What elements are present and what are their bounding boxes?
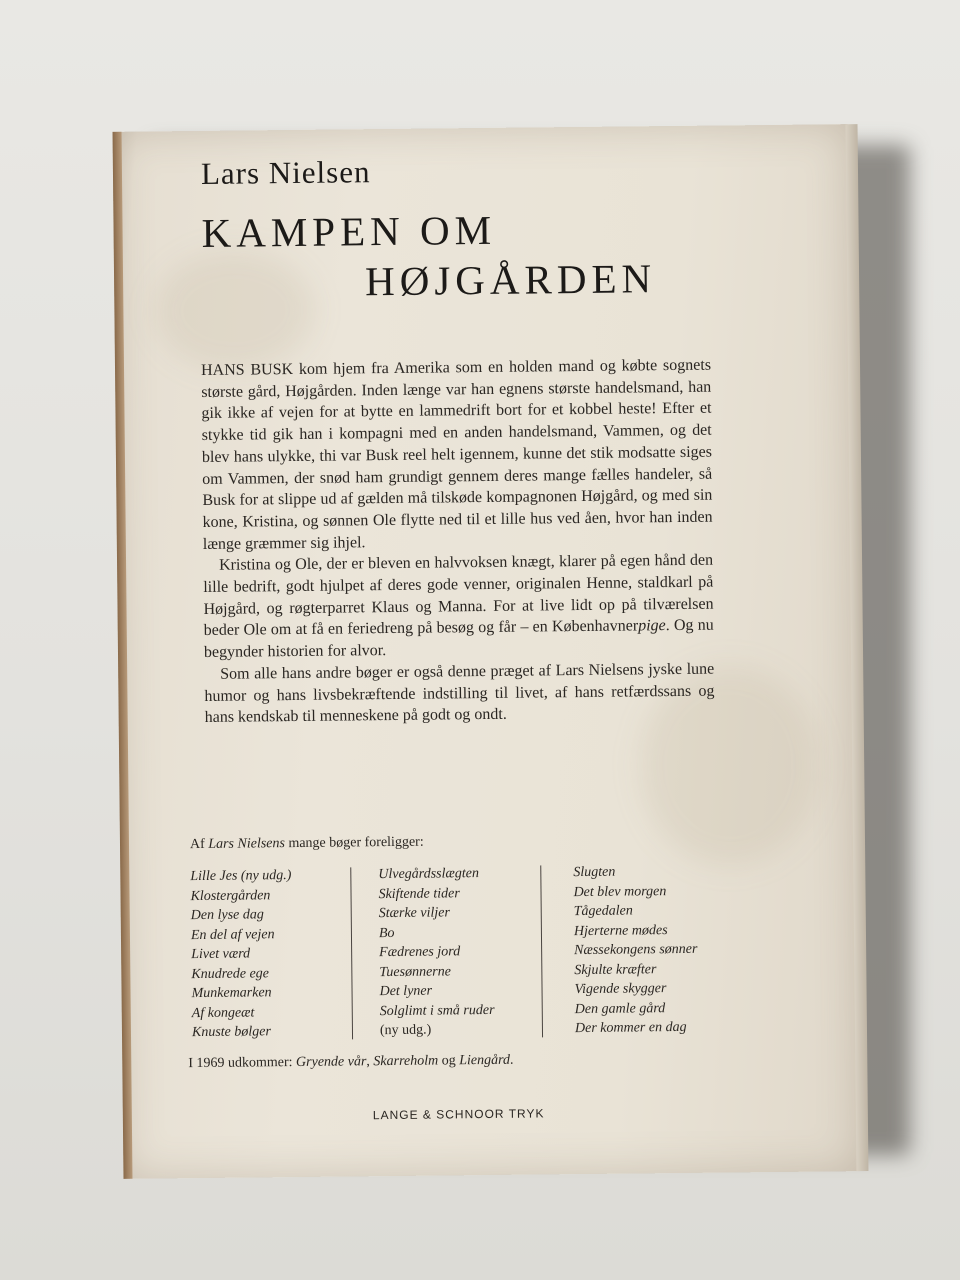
book-list-item: Skjulte kræfter [574,961,657,978]
book-spine-edge [113,132,133,1179]
book-list-item: Stærke viljer [378,905,450,922]
book-list-item: Af kongeæt [191,1004,255,1021]
other-books-heading-author: Lars Nielsens [208,836,285,852]
book-list-item: Slugten [573,864,616,881]
book-list-item: Bo [378,925,395,941]
other-books-heading-pre: Af [189,836,209,853]
upcoming-books-note [188,1053,513,1072]
book-blurb [201,355,715,729]
blurb-p2-text-b: . Og nu begynder historien for alvor. [203,617,714,662]
author-name: Lars Nielsen [200,154,371,191]
blurb-paragraph-3: Som alle hans andre bøger er også denne præget af Lars Nielsens jyske lune humor og hans livsbekræftende indstilling til livet, af hans retfærdssans og hans kendskab til menneskene på godt og ondt. [204,660,715,727]
book-list-item: Hjerterne mødes [573,922,668,939]
blurb-paragraph-1: HANS BUSK kom hjem fra Amerika som en holden mand og købte sognets største gård, Højgården. Inden længe var han egnens største handelsmand, han gik ikke af vejen for at bytte en lammedrift bort for et kobbel heste! Efter et stykke tid gik han i kompagni med en anden handelsmand, Vammen, og det blev hans ulykke, thi var Busk reel helt igennem, kunne det stik modsatte siges om Vammen, der snød ham grundigt gennem deres mange fælles handeler, så Busk for at slippe ud af gælden må tilskøde kompagnonen Højgård, og med sin kone, Kristina, og sønnen Ole flytte ned til et lille hus ved åen, hvor han inden længe græmmer sig ihjel. [200,356,713,553]
blurb-paragraph-2 [203,550,714,664]
book-list-item: Knudrede ege [191,965,270,982]
book-list-item: Den gamle gård [574,1000,666,1017]
other-books-heading [190,835,424,853]
paper-stain [154,250,315,372]
upcoming-separator: , [366,1054,374,1070]
upcoming-title: Gryende vår [295,1054,367,1071]
upcoming-pre: I 1969 udkommer: [188,1055,297,1072]
book-list-item: Det blev morgen [573,883,667,900]
book-back-cover [113,124,859,1179]
book-list-item: Der kommer en dag [574,1019,687,1037]
book-list-item: Den lyse dag [190,907,264,924]
book-list-item: Klostergården [190,887,271,904]
book-list-item: Tågedalen [573,903,633,920]
book-list-item: Munkemarken [191,985,272,1002]
book-list-item: Næssekongens sønner [574,941,698,959]
book-list-column-3 [573,862,698,1039]
book-title-line-2: HØJGÅRDEN [364,255,657,305]
book-list-item: Fædrenes jord [379,944,461,961]
book-list-item: (ny udg.) [379,1022,432,1039]
upcoming-title: Liengård [459,1052,511,1069]
book-title-line-1: KAMPEN OM [201,206,497,256]
book-list-item: Livet værd [191,946,251,963]
book-list-item: En del af vejen [190,926,275,943]
book-list-item: Tuesønnerne [379,963,451,980]
other-books-heading-post: mange bøger foreligger: [284,834,424,852]
column-divider [350,867,353,1039]
book-list-item: Skiftende tider [378,885,460,902]
book-list-item: Det lyner [379,983,433,1000]
book-list-item: Ulvegårdsslægten [378,866,479,883]
book-list-item: Lille Jes (ny udg.) [190,868,292,885]
book-list-item: Solglimt i små ruder [379,1002,495,1019]
upcoming-separator: og [438,1053,460,1069]
upcoming-end: . [509,1052,514,1068]
book-list-column-2 [378,864,495,1041]
blurb-p2-text-a: Kristina og Ole, der er bleven en halvvoksen knægt, klarer på egen hånd den lille bedrift, godt hjulpet af deres gode venner, originalen Henne, staldkarl på Højgård, og røgterparret Klaus og Manna. For at live lidt op på tilværelsen beder Ole om at få en feriedreng på besøg og får – en Københavner [203,551,714,640]
upcoming-title: Skarreholm [373,1053,439,1070]
column-divider [540,865,543,1037]
book-list-column-1 [190,866,293,1043]
printer-imprint: LANGE & SCHNOOR TRYK [372,1106,545,1123]
blurb-p2-emphasis: pige [638,617,666,635]
book-list-item: Knuste bølger [191,1024,272,1041]
book-list-item: Vigende skygger [574,981,667,998]
